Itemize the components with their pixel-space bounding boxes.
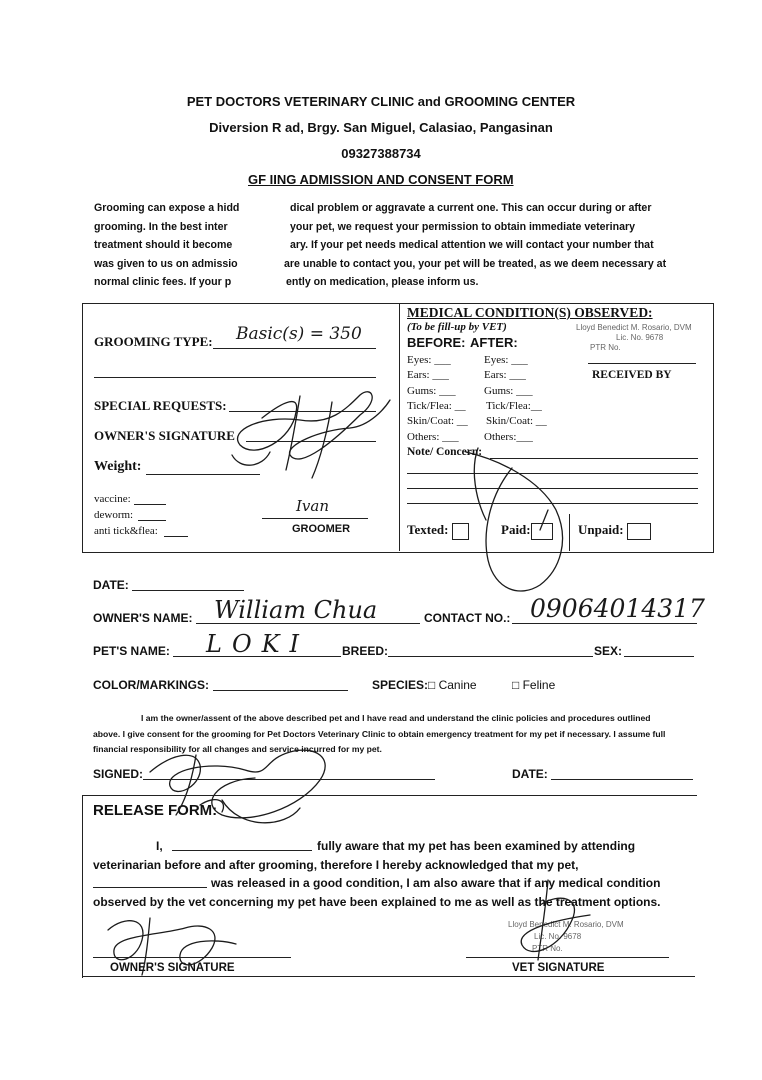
medical-title: MEDICAL CONDITION(S) OBSERVED:: [407, 305, 653, 320]
species-canine-option[interactable]: □ Canine: [428, 678, 477, 692]
medical-row-after[interactable]: Eyes: ___: [484, 354, 528, 366]
species-feline-option[interactable]: □ Feline: [512, 678, 556, 692]
clinic-address: Diversion R ad, Brgy. San Miguel, Calasiao, Pangasinan: [209, 120, 553, 135]
clinic-phone: 09327388734: [341, 146, 421, 161]
intro-text: was given to us on admissio: [94, 257, 238, 270]
intro-text: are unable to contact you, your pet will be treated, as we deem necessary at: [284, 257, 667, 270]
medical-row-before[interactable]: Ears: ___: [407, 369, 449, 381]
owner-name-label: OWNER'S NAME:: [93, 611, 193, 625]
antitick-label: anti tick&flea:: [94, 525, 158, 537]
intro-text: treatment should it become: [94, 239, 233, 252]
medical-row-before[interactable]: Gums: ___: [407, 385, 456, 397]
signed-label: SIGNED:: [93, 767, 144, 781]
intro-text: grooming. In the best inter: [94, 220, 228, 233]
medical-row-after[interactable]: Tick/Flea:__: [486, 400, 542, 412]
vet-stamp-lic: Lic. No. 9678: [616, 333, 664, 342]
release-text: I,: [156, 839, 163, 853]
texted-text: Texted:: [407, 522, 449, 537]
medical-row-before[interactable]: Tick/Flea: __: [407, 400, 466, 412]
pet-name-label: PET'S NAME:: [93, 644, 170, 658]
contact-field[interactable]: 09064014317: [530, 594, 705, 623]
vaccine-label: vaccine:: [94, 493, 131, 505]
form-title: GF IING ADMISSION AND CONSENT FORM: [248, 172, 514, 187]
medical-row-after[interactable]: Ears: ___: [484, 369, 526, 381]
medical-row-before[interactable]: Skin/Coat: __: [407, 415, 468, 427]
owner-signature-label: OWNER'S SIGNATURE: [94, 428, 235, 443]
unpaid-text: Unpaid:: [578, 522, 624, 537]
pet-name-field[interactable]: LOKI: [206, 630, 310, 658]
vet-stamp-name: Lloyd Benedict M. Rosario, DVM: [576, 323, 692, 332]
consent-line: I am the owner/assent of the above described pet and I have read and understand the clinic policies and procedures outlined: [141, 713, 651, 723]
before-label: BEFORE:: [407, 335, 466, 350]
consent-line: financial responsibility for all changes and service incurred for my pet.: [93, 744, 382, 754]
intro-text: Grooming can expose a hidd: [94, 202, 240, 214]
color-markings-label: COLOR/MARKINGS:: [93, 678, 209, 692]
medical-row-before[interactable]: Eyes: ___: [407, 354, 451, 366]
intro-text: ently on medication, please inform us.: [286, 276, 479, 289]
deworm-label: deworm:: [94, 509, 134, 521]
after-label: AFTER:: [470, 335, 518, 350]
consent-date-label: DATE:: [512, 767, 548, 781]
weight-label: Weight:: [94, 459, 142, 474]
intro-text: your pet, we request your permission to obtain immediate veterinary: [290, 220, 635, 233]
intro-text: ary. If your pet needs medical attention we will contact your number that: [290, 239, 654, 252]
grooming-type-label: GROOMING TYPE:: [94, 334, 213, 349]
clinic-name: PET DOCTORS VETERINARY CLINIC and GROOMING CENTER: [186, 94, 576, 109]
release-text: observed by the vet concerning my pet have been explained to me as well as the treatment options.: [93, 894, 661, 909]
intro-text: dical problem or aggravate a current one. This can occur during or after: [290, 202, 652, 214]
medical-subtitle: (To be fill-up by VET): [407, 321, 507, 333]
contact-label: CONTACT NO.:: [424, 611, 511, 625]
release-title: RELEASE FORM:: [93, 802, 218, 819]
vet-stamp-ptr: PTR No.: [532, 944, 563, 953]
vet-stamp-ptr: PTR No.: [590, 343, 621, 352]
groomer-name: Ivan: [296, 497, 330, 515]
breed-label: BREED:: [342, 644, 389, 658]
note-concern-label: Note/ Concern:: [407, 446, 483, 458]
vet-signature-label: VET SIGNATURE: [512, 962, 605, 974]
release-text: veterinarian before and after grooming, therefore I hereby acknowledged that my pet,: [93, 857, 579, 872]
medical-row-after[interactable]: Others:___: [484, 431, 533, 443]
received-by-label: RECEIVED BY: [592, 369, 672, 381]
special-requests-label: SPECIAL REQUESTS:: [94, 398, 227, 413]
medical-row-after[interactable]: Gums: ___: [484, 385, 533, 397]
groomer-label: GROOMER: [292, 523, 351, 535]
species-label: SPECIES:: [372, 678, 429, 692]
release-text: fully aware that my pet has been examined by attending: [317, 839, 636, 853]
date-label: DATE:: [93, 578, 129, 592]
vet-stamp-name: Lloyd Benedict M. Rosario, DVM: [508, 920, 624, 929]
release-text: was released in a good condition, I am also aware that if any medical condition: [211, 876, 661, 890]
sex-label: SEX:: [594, 644, 623, 658]
medical-row-after[interactable]: Skin/Coat: __: [486, 415, 547, 427]
grooming-type-value[interactable]: Basic(s) = 350: [236, 324, 362, 344]
consent-line: above. I give consent for the grooming for Pet Doctors Veterinary Clinic to obtain emergency treatment for my pet if necessary. I assume full: [93, 728, 666, 739]
owner-signature-release-label: OWNER'S SIGNATURE: [110, 962, 235, 974]
intro-text: normal clinic fees. If your p: [94, 276, 232, 289]
owner-name-field[interactable]: William Chua: [214, 596, 378, 624]
paid-text: Paid:: [501, 522, 531, 537]
medical-row-before[interactable]: Others: ___: [407, 431, 459, 443]
vet-stamp-lic: Lic. No. 9678: [534, 932, 582, 941]
